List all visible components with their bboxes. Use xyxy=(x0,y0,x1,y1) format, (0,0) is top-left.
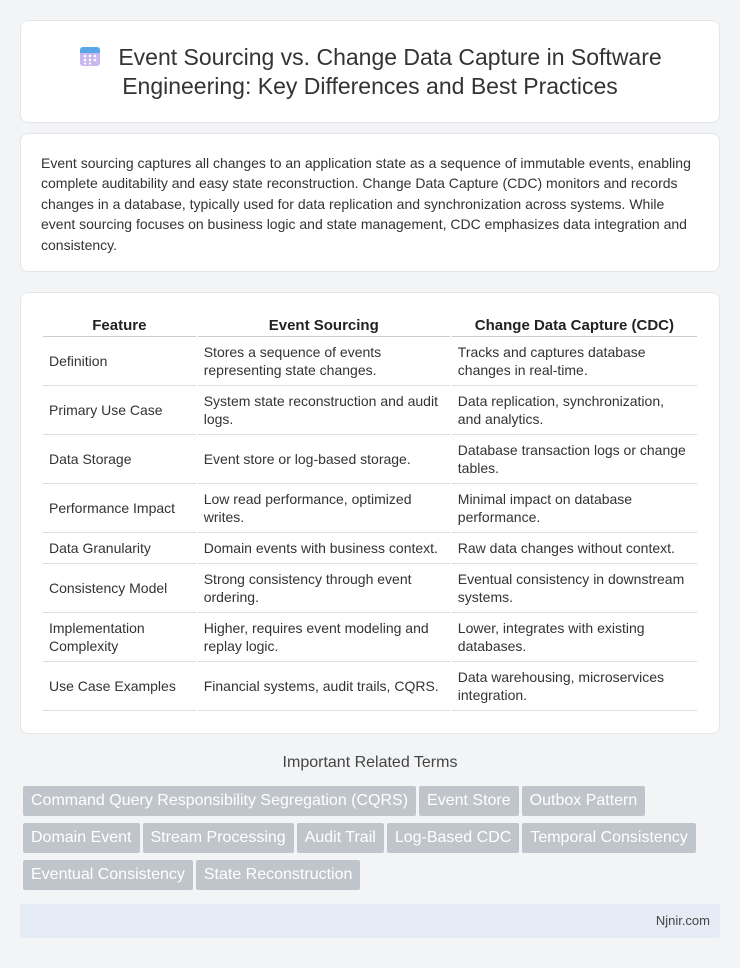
header-event-sourcing: Event Sourcing xyxy=(198,315,450,337)
cell-feature: Use Case Examples xyxy=(43,662,196,711)
related-term-tag[interactable]: Log-Based CDC xyxy=(387,823,520,853)
cell-feature: Data Storage xyxy=(43,435,196,484)
cell-cdc: Raw data changes without context. xyxy=(452,533,697,564)
cell-cdc: Data warehousing, microservices integration. xyxy=(452,662,697,711)
related-term-tag[interactable]: Stream Processing xyxy=(143,823,294,853)
cell-feature: Consistency Model xyxy=(43,564,196,613)
related-term-tag[interactable]: Domain Event xyxy=(23,823,140,853)
table-row xyxy=(43,613,697,662)
cell-event-sourcing: System state reconstruction and audit logs. xyxy=(198,386,450,435)
related-terms-heading: Important Related Terms xyxy=(282,754,458,771)
related-term-tag[interactable]: Outbox Pattern xyxy=(522,786,646,816)
table-row xyxy=(43,564,697,613)
intro-card xyxy=(20,133,720,272)
header-cdc: Change Data Capture (CDC) xyxy=(452,315,697,337)
cell-feature: Performance Impact xyxy=(43,484,196,533)
calendar-icon xyxy=(78,44,102,68)
related-term-tag[interactable]: Audit Trail xyxy=(297,823,384,853)
related-term-tag[interactable]: Command Query Responsibility Segregation (CQRS) xyxy=(23,786,416,816)
related-term-tag[interactable]: Event Store xyxy=(419,786,519,816)
title-card xyxy=(20,20,720,123)
cell-cdc: Minimal impact on database performance. xyxy=(452,484,697,533)
table-row xyxy=(43,435,697,484)
page-title: Event Sourcing vs. Change Data Capture in Software Engineering: Key Differences and Best Practices xyxy=(118,44,662,99)
page-title-wrap xyxy=(21,43,719,101)
footer-site-link[interactable]: Njnir.com xyxy=(655,913,710,928)
cell-cdc: Lower, integrates with existing databases. xyxy=(452,613,697,662)
cell-event-sourcing: Strong consistency through event ordering. xyxy=(198,564,450,613)
table-row xyxy=(43,662,697,711)
cell-feature: Primary Use Case xyxy=(43,386,196,435)
cell-event-sourcing: Financial systems, audit trails, CQRS. xyxy=(198,662,450,711)
header-feature: Feature xyxy=(43,315,196,337)
cell-cdc: Tracks and captures database changes in real-time. xyxy=(452,337,697,386)
related-terms-list xyxy=(23,786,723,897)
cell-event-sourcing: Event store or log-based storage. xyxy=(198,435,450,484)
cell-event-sourcing: Stores a sequence of events representing state changes. xyxy=(198,337,450,386)
comparison-table xyxy=(41,315,699,711)
cell-cdc: Data replication, synchronization, and analytics. xyxy=(452,386,697,435)
cell-cdc: Eventual consistency in downstream systems. xyxy=(452,564,697,613)
table-header-row xyxy=(43,315,697,337)
related-term-tag[interactable]: State Reconstruction xyxy=(196,860,361,890)
cell-feature: Implementation Complexity xyxy=(43,613,196,662)
footer xyxy=(20,904,720,938)
cell-event-sourcing: Low read performance, optimized writes. xyxy=(198,484,450,533)
cell-feature: Definition xyxy=(43,337,196,386)
cell-event-sourcing: Domain events with business context. xyxy=(198,533,450,564)
table-row xyxy=(43,484,697,533)
intro-paragraph: Event sourcing captures all changes to an application state as a sequence of immutable events, enabling complete auditability and easy state reconstruction. Change Data Capture (CDC) monitors and records changes in a database, typically used for data replication and synchronization across systems. While event sourcing focuses on business logic and state management, CDC emphasizes data integration and consistency. xyxy=(41,155,691,253)
cell-feature: Data Granularity xyxy=(43,533,196,564)
table-row xyxy=(43,386,697,435)
cell-event-sourcing: Higher, requires event modeling and replay logic. xyxy=(198,613,450,662)
table-row xyxy=(43,337,697,386)
comparison-card xyxy=(20,292,720,734)
related-term-tag[interactable]: Eventual Consistency xyxy=(23,860,193,890)
related-term-tag[interactable]: Temporal Consistency xyxy=(522,823,695,853)
cell-cdc: Database transaction logs or change tables. xyxy=(452,435,697,484)
table-row xyxy=(43,533,697,564)
